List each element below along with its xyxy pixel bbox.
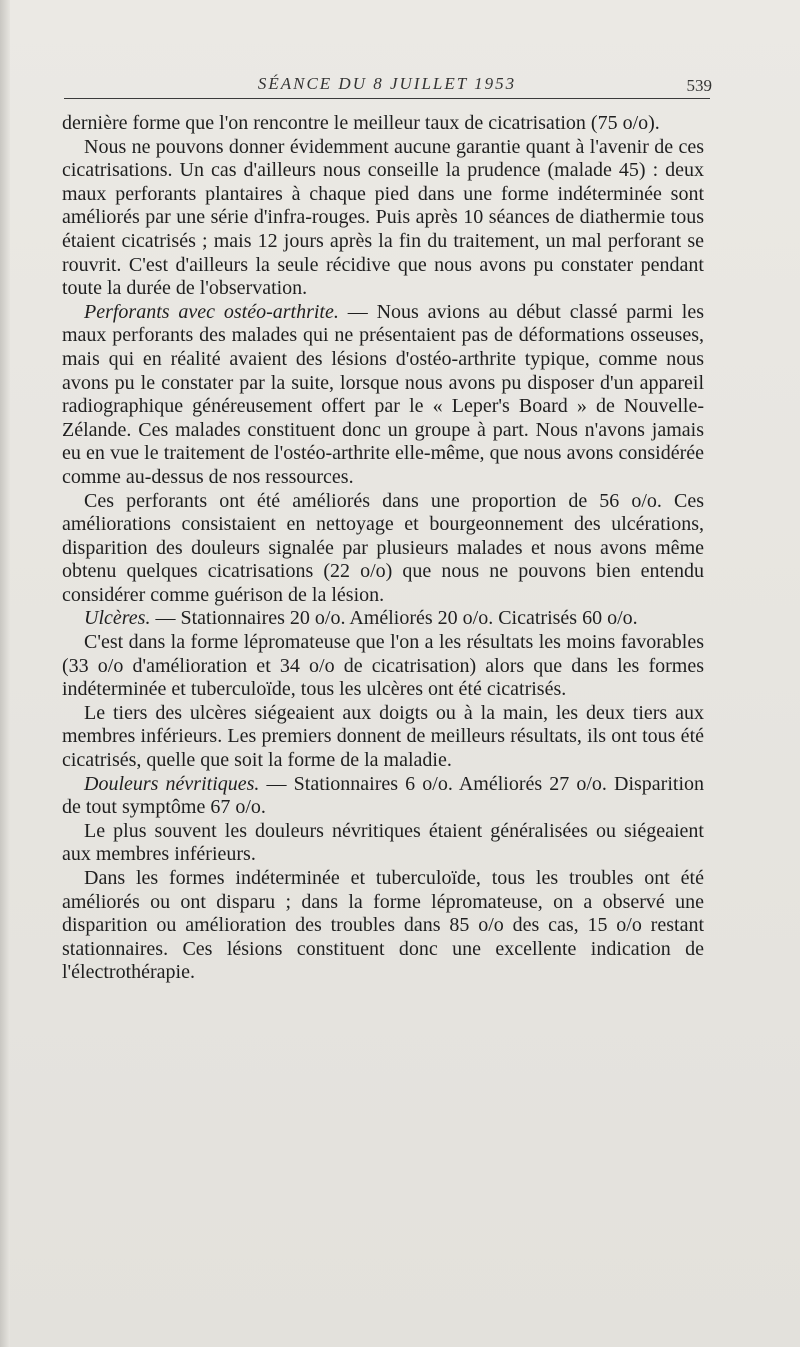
- running-title: SÉANCE DU 8 JUILLET 1953: [257, 74, 517, 93]
- paragraph-text: — Stationnaires 20 o/o. Améliorés 20 o/o. Cicatrisés 60 o/o.: [150, 607, 638, 630]
- section-heading: Ulcères.: [84, 607, 151, 630]
- paragraph: [62, 301, 704, 490]
- running-head: [62, 70, 712, 100]
- paragraph-text: — Stationnaires 6 o/o. Améliorés 27 o/o. Disparition de tout symptôme 67 o/o.: [62, 772, 705, 819]
- paragraph-text: Ces perforants ont été améliorés dans une proportion de 56 o/o. Ces améliorations consistaient en nettoyage et bourgeonnement des ulcérations, disparition des douleurs signalée par plusieurs malades et nous avons même obtenu quelques cicatrisations (22 o/o) que nous ne pouvons bien entendu considérer comme guérison de la lésion.: [62, 489, 704, 606]
- paragraph: [62, 867, 704, 985]
- paragraph-continuation: [62, 112, 704, 136]
- paragraph-text: C'est dans la forme lépromateuse que l'on a les résultats les moins favorables (33 o/o d'amélioration et 34 o/o de cicatrisation) alors que dans les formes indéterminée et tuberculoïde, tous les ulcères ont été cicatrisés.: [62, 631, 704, 701]
- paragraph: [62, 490, 704, 608]
- section-heading: Perforants avec ostéo-arthrite.: [84, 300, 339, 323]
- section-heading: Douleurs névritiques.: [84, 772, 260, 795]
- body-text: [62, 112, 704, 985]
- paragraph: [62, 702, 704, 773]
- paragraph: [62, 631, 704, 702]
- paragraph: [62, 820, 704, 867]
- paragraph-text: Le tiers des ulcères siégeaient aux doigts ou à la main, les deux tiers aux membres inférieurs. Les premiers donnent de meilleurs résultats, ils ont tous été cicatrisés, quelle que soit la forme de la maladie.: [62, 701, 704, 772]
- paragraph: [62, 773, 704, 820]
- paragraph-text: Dans les formes indéterminée et tuberculoïde, tous les troubles ont été améliorés ou ont disparu ; dans la forme lépromateuse, on a observé une disparition ou amélioration des troubles dans 85 o/o des cas, 15 o/o restant stationnaires. Ces lésions constituent donc une excellente indication de l'électrothérapie.: [62, 867, 704, 984]
- page-number: 539: [686, 76, 712, 95]
- paragraph-text: — Nous avions au début classé parmi les maux perforants des malades qui ne présentaient pas de déformations osseuses, mais qui en réalité avaient des lésions d'ostéo-arthrite typique, comme nous avons pu le constater par la suite, lorsque nous avons pu disposer d'un appareil radiographique généreusement offert par le « Leper's Board » de Nouvelle-Zélande. Ces malades constituent donc un groupe à part. Nous n'avons jamais eu en vue le traitement de l'ostéo-arthrite elle-même, que nous avons considérée comme au-dessus de nos ressources.: [62, 300, 704, 488]
- paragraph: [62, 136, 704, 301]
- paragraph-text: Le plus souvent les douleurs névritiques étaient généralisées ou siégeaient aux membres inférieurs.: [62, 819, 704, 866]
- paragraph-text: dernière forme que l'on rencontre le meilleur taux de cicatrisation (75 o/o).: [62, 112, 660, 134]
- paragraph-text: Nous ne pouvons donner évidemment aucune garantie quant à l'avenir de ces cicatrisations. Un cas d'ailleurs nous conseille la prudence (malade 45) : deux maux perforants plantaires à chaque pied dans une forme indéterminée sont améliorés par une série d'infra-rouges. Puis après 10 séances de diathermie tous étaient cicatrisés ; mais 12 jours après la fin du traitement, un mal perforant se rouvrit. C'est d'ailleurs la seule récidive que nous avons pu constater pendant toute la durée de l'observation.: [62, 135, 704, 300]
- paragraph: [62, 607, 704, 631]
- page-spine-shadow: [0, 0, 10, 1347]
- header-rule: [64, 98, 710, 99]
